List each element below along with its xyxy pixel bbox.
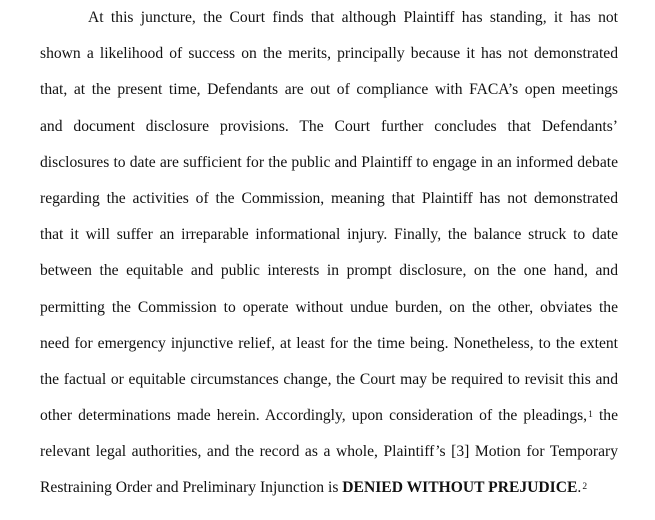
paragraph-line: regarding the activities of the Commission, meaning that Plaintiff has not demonstrated	[40, 189, 618, 207]
paragraph-line: disclosures to date are sufficient for the public and Plaintiff to engage in an informed debate	[40, 153, 618, 171]
paragraph-line: that it will suffer an irreparable informational injury. Finally, the balance struck to date	[40, 226, 618, 244]
line-text: other determinations made herein. Accordingly, upon consideration of the pleadings,	[40, 407, 588, 425]
footnote-marker-2[interactable]: 2	[582, 482, 588, 493]
paragraph-line	[40, 402, 618, 438]
paragraph-line: that, at the present time, Defendants are out of compliance with FACA’s open meetings	[40, 81, 618, 99]
paragraph-line: need for emergency injunctive relief, at least for the time being. Nonetheless, to the extent	[40, 334, 618, 352]
paragraph-line: permitting the Commission to operate without undue burden, on the other, obviates the	[40, 298, 618, 316]
paragraph-line: the factual or equitable circumstances change, the Court may be required to revisit this and	[40, 370, 618, 388]
paragraph-line-final	[40, 474, 618, 510]
line-period: .	[577, 479, 582, 497]
line-text: Restraining Order and Preliminary Injunction is	[40, 479, 339, 497]
paragraph-line: and document disclosure provisions. The Court further concludes that Defendants’	[40, 117, 618, 135]
line-text: the	[598, 407, 619, 425]
ruling-text: DENIED WITHOUT PREJUDICE	[342, 479, 578, 497]
paragraph-line: between the equitable and public interests in prompt disclosure, on the one hand, and	[40, 262, 618, 280]
footnote-marker-1[interactable]: 1	[588, 410, 593, 421]
paragraph-line: relevant legal authorities, and the record as a whole, Plaintiff’s [3] Motion for Temporary	[40, 443, 618, 461]
court-opinion-paragraph	[40, 4, 618, 511]
paragraph-line: At this juncture, the Court finds that although Plaintiff has standing, it has not	[88, 9, 618, 26]
paragraph-line: shown a likelihood of success on the merits, principally because it has not demonstrated	[40, 45, 618, 63]
